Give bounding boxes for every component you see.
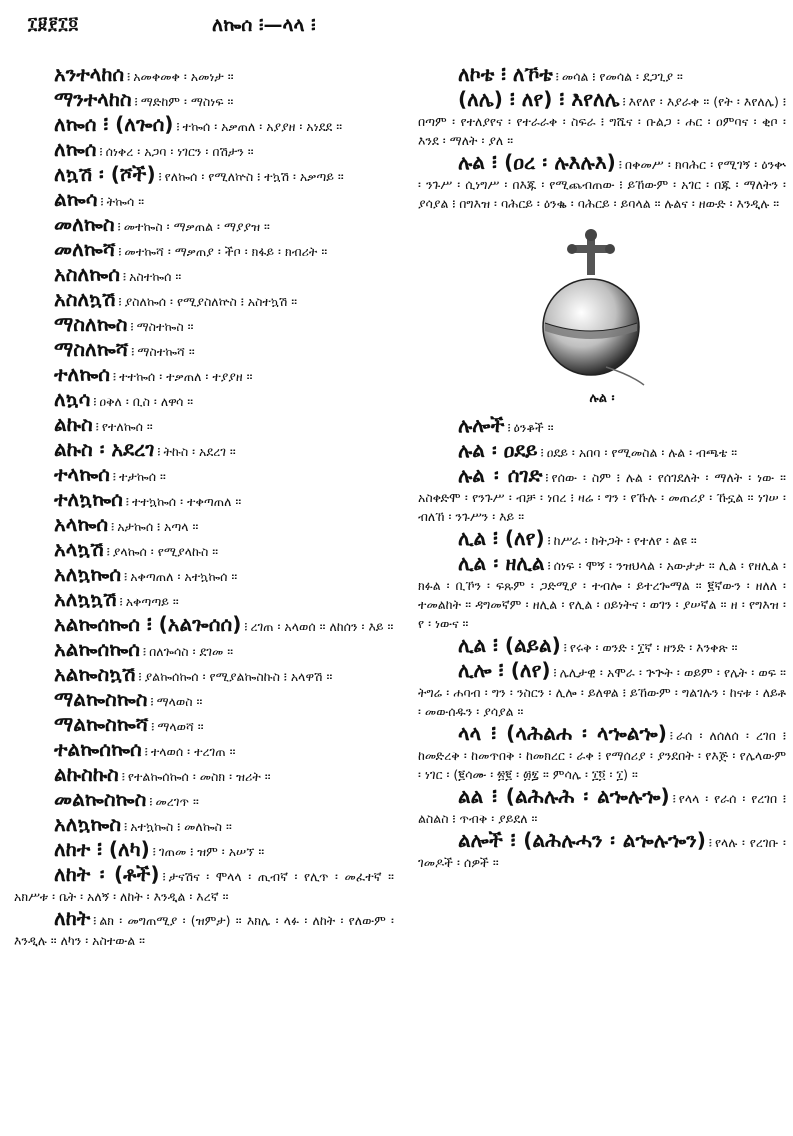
entry-separator: ፧ — [119, 595, 123, 610]
entry-definition: ትኩስ ፡ አደረገ ። — [163, 444, 236, 459]
entry-separator: ፧ — [507, 421, 511, 436]
entry-definition: አቀጣጣይ ። — [125, 594, 179, 609]
dictionary-entry — [418, 413, 786, 438]
dictionary-entry — [418, 551, 786, 633]
figure-orb — [418, 219, 786, 409]
entry-definition: ዐደይ ፡ አበባ ፡ የሚመስል ፡ ሉል ፡ ብጫቴ ። — [546, 445, 738, 460]
entry-headword: ለከት ፡ (ቶች) — [54, 862, 160, 886]
entry-definition: ማስተኰስ ። — [136, 319, 194, 334]
entry-separator: ፧ — [151, 720, 155, 735]
entry-headword: ሉል ፡ ዐደይ — [458, 438, 538, 462]
entry-headword: ተልኰሰኰሰ — [54, 737, 142, 761]
entry-separator: ፧ — [553, 666, 557, 681]
entry-definition: የሰው ፡ ስም ፧ ሉል ፡ የሰገደለት ፡ ማለት ፡ ነው ። አስቀድሞ ፡ የንጉሥ ፡ ብቻ ፡ ነበረ ፧ ዛሬ ፡ ግን ፡ የኹሉ ፡ መጠሪያ ፡ ኹኗል ። ነገሠ ፡ ብለኸ ፡ ንጉሥን ፡ እይ ። — [418, 470, 786, 524]
orb-with-cross-icon — [536, 227, 646, 387]
entry-headword: ለኳሽ ፡ (ሾች) — [54, 162, 156, 186]
entry-separator: ፧ — [176, 120, 180, 135]
entry-definition: ዕንቆች ። — [513, 420, 554, 435]
entry-definition: አስተኰሰ ። — [129, 269, 182, 284]
running-head: ለኰሰ ፧—ላላ ፧ — [212, 14, 316, 36]
dictionary-entry — [418, 150, 786, 213]
entry-separator: ፧ — [152, 845, 156, 860]
entry-definition: ተተኳኰሰ ፡ ተቀጣጠለ ። — [131, 494, 242, 509]
entry-separator: ፧ — [540, 446, 544, 461]
dictionary-entry — [14, 362, 394, 387]
entry-headword: ሉል ፡ ሰገድ — [458, 463, 543, 487]
entry-definition: የላላ ፡ የራሰ ፡ የረገበ ፧ ልስልስ ፧ ጥብቅ ፡ ያይደለ ። — [418, 791, 786, 826]
dictionary-entry — [14, 387, 394, 412]
entry-definition: መተኰሻ ፡ ማቃጠያ ፡ ችቦ ፡ ክፋይ ፡ ክብሪት ። — [124, 244, 328, 259]
entry-definition: ያስለኰሰ ፡ የሚያስለኵስ ፧ አስተኳሽ ። — [124, 294, 298, 309]
entry-separator: ፧ — [131, 345, 135, 360]
entry-separator: ፧ — [563, 641, 567, 656]
dictionary-entry — [418, 784, 786, 828]
entry-headword: አልኰሰኰሰ — [54, 637, 140, 661]
entry-definition: አመቀመቀ ፡ አመነታ ። — [133, 69, 234, 84]
entry-headword: ሊል ፧ (ልይል) — [458, 633, 561, 657]
entry-headword: (ለሌ) ፧ ለየ) ፧ እየለሌ — [458, 87, 620, 111]
entry-headword: መልኰስኰስ — [54, 787, 147, 811]
entry-definition: መረገጥ ። — [155, 794, 199, 809]
entry-headword: ማልኰስኰስ — [54, 687, 148, 711]
dictionary-entry — [14, 412, 394, 437]
dictionary-entry — [14, 237, 394, 262]
entry-separator: ፧ — [150, 695, 154, 710]
dictionary-entry — [14, 262, 394, 287]
entry-definition: ትኰሳ ። — [106, 194, 145, 209]
dictionary-entry — [418, 87, 786, 150]
entry-separator: ፧ — [93, 914, 97, 929]
entry-headword: ልሎች ፧ (ልሕሉሓን ፡ ልኈሉኈን) — [458, 828, 706, 852]
entry-headword: ልኩስ — [54, 412, 93, 436]
entry-headword: ልኩስ ፡ አደረገ — [54, 437, 155, 461]
entry-headword: ተላኰሰ — [54, 462, 110, 486]
entry-headword: ልኩስኩስ — [54, 762, 119, 786]
entry-definition: መተኰስ ፡ ማቃጠል ፡ ማያያዝ ። — [123, 219, 270, 234]
right-column — [418, 62, 786, 872]
entry-headword: አልኰስኳሽ — [54, 662, 136, 686]
entry-definition: ሰነቀረ ፡ አጋባ ፡ ነገርን ፡ በሽታን ። — [105, 144, 254, 159]
entry-headword: ልል ፧ (ልሕሉሕ ፡ ልኈሉኈ) — [458, 784, 670, 808]
entry-definition: ረገጠ ፡ አላወሰ ። ለከሰን ፡ እይ ። — [250, 619, 394, 634]
dictionary-entry — [14, 562, 394, 587]
entry-separator: ፧ — [618, 158, 622, 173]
entry-headword: ተለኰሰ — [54, 362, 111, 386]
entry-separator: ፧ — [130, 320, 134, 335]
dictionary-entry — [418, 633, 786, 658]
entry-separator: ፧ — [545, 471, 549, 486]
entry-definition: ማላወስ ። — [156, 694, 203, 709]
dictionary-entry — [14, 187, 394, 212]
dictionary-entry — [14, 906, 394, 950]
entry-definition: ዐቅለ ፡ ቢስ ፡ ለዋሳ ። — [99, 394, 194, 409]
entry-headword: ማንተላከስ — [54, 87, 132, 111]
entry-definition: የሩቅ ፡ ወንድ ፡ ፲ኛ ፡ ዘንድ ፡ እንቀጽ ። — [569, 640, 738, 655]
dictionary-entry — [14, 337, 394, 362]
entry-separator: ፧ — [149, 795, 153, 810]
entry-definition: ተታኰሰ ። — [119, 469, 166, 484]
dictionary-entry — [14, 312, 394, 337]
entry-definition: ያልኰሰኰሰ ፡ የሚያልኰስኩስ ፧ አላዋሽ ። — [144, 669, 333, 684]
entry-separator: ፧ — [124, 570, 128, 585]
dictionary-entry — [14, 462, 394, 487]
dictionary-entry — [14, 537, 394, 562]
figure-caption: ሉል ፡ — [589, 391, 615, 406]
entry-separator: ፧ — [157, 445, 161, 460]
entry-definition: መሳል ፧ የመሳል ፡ ደጋጊያ ። — [561, 69, 683, 84]
dictionary-entry — [14, 487, 394, 512]
entry-headword: ለኰሰ ፧ (ለጐሰ) — [54, 112, 174, 136]
entry-headword: ተለኳኰሰ — [54, 487, 123, 511]
entry-definition: ማላወሻ ። — [157, 719, 204, 734]
entry-definition: አተኳኰስ ፧ መለኰስ ። — [130, 819, 232, 834]
dictionary-entry — [418, 658, 786, 721]
right-column-top-entries — [418, 62, 786, 213]
entry-headword: ለኮቴ ፧ ለኾቴ — [458, 62, 553, 86]
entry-definition: የተለኰሰ ። — [101, 419, 153, 434]
entry-separator: ፧ — [99, 145, 103, 160]
entry-definition: የተልኰሰኰሰ ፡ መስክ ፡ ዝሪት ። — [127, 769, 271, 784]
entry-headword: አንተላከሰ — [54, 62, 125, 86]
entry-headword: ለኳሳ — [54, 387, 91, 411]
entry-definition: ገጠመ ፧ ዝም ፡ አሠኘ ። — [158, 844, 265, 859]
entry-separator: ፧ — [100, 195, 104, 210]
entry-definition: ተላወሰ ፡ ተረገጠ ። — [150, 744, 236, 759]
entry-separator: ፧ — [125, 495, 129, 510]
entry-headword: አላኰሰ — [54, 512, 109, 536]
entry-separator: ፧ — [106, 545, 110, 560]
dictionary-entry — [14, 512, 394, 537]
entry-definition: በለጐሳስ ፡ ደገመ ። — [149, 644, 234, 659]
entry-definition: አታኰሰ ፧ አጣላ ። — [117, 519, 199, 534]
entry-separator: ፧ — [143, 645, 147, 660]
entry-separator: ፧ — [122, 270, 127, 285]
dictionary-entry — [14, 812, 394, 837]
entry-definition: የለኰሰ ፡ የሚለኵስ ፧ ተኳሽ ፡ አቃጣይ ። — [164, 169, 344, 184]
dictionary-entry — [14, 712, 394, 737]
entry-headword: ላላ ፧ (ላሕልሐ ፡ ላኈልኈ) — [458, 721, 667, 745]
entry-separator: ፧ — [555, 70, 559, 85]
entry-separator: ፧ — [118, 245, 122, 260]
entry-separator: ፧ — [127, 70, 131, 85]
dictionary-entry — [14, 87, 394, 112]
entry-headword: አለኳኳሽ — [54, 587, 117, 611]
entry-definition: ልክ ፡ መግጠሚያ ፡ (ዝምታ) ። እክሌ ፡ ላፉ ፡ ለከት ፡ የለውም ፡ እንዲሉ ። ለካን ፡ አስተውል ። — [14, 913, 394, 948]
entry-definition: ራሰ ፡ ለሰለሰ ፡ ረገበ ፧ ከመድረቅ ፡ ከመጥበቅ ፡ ከመክረር ፡ ራቀ ፧ የማሰሪያ ፡ ያንደበት ፡ የእጅ ፡ የሌላውም ፡ ነገር ፡ (፪ሳሙ ፡ ፳፪ ፡ ፴፯ ። ምሳሌ ፡ ፲፬ ፡ ፲) ። — [418, 728, 786, 782]
right-column-bottom-entries — [418, 413, 786, 872]
entry-separator: ፧ — [622, 95, 626, 110]
entry-separator: ፧ — [244, 620, 248, 635]
dictionary-entry — [14, 862, 394, 906]
entry-headword: መለኰስ — [54, 212, 115, 236]
dictionary-entry — [14, 437, 394, 462]
entry-headword: ማልኰስኰሻ — [54, 712, 149, 736]
dictionary-entry — [14, 162, 394, 187]
page-header — [0, 14, 793, 38]
entry-separator: ፧ — [708, 836, 712, 851]
dictionary-entry — [418, 526, 786, 551]
entry-definition: የላሉ ፡ የረገቡ ፡ ገመዶች ፡ ሰዎች ። — [418, 835, 786, 870]
dictionary-entry — [418, 438, 786, 463]
entry-headword: ማስለኰሻ — [54, 337, 129, 361]
dictionary-entry — [14, 637, 394, 662]
dictionary-entry — [14, 687, 394, 712]
entry-definition: አቀጣጠለ ፡ አተኳኰሰ ። — [130, 569, 238, 584]
entry-headword: ልኰሳ — [54, 187, 98, 211]
entry-definition: ታናሽና ፡ ሞላላ ፡ ጢብኛ ፡ የሊጥ ፡ መፈተኛ ። አክሥቱ ፡ ቤት ፡ አለኝ ፡ ለከት ፡ እንዲል ፡ እረኛ ። — [14, 869, 394, 904]
dictionary-entry — [14, 737, 394, 762]
entry-definition: ከሥራ ፡ ከትጋት ፡ የተለየ ፡ ልዩ ። — [553, 533, 697, 548]
entry-headword: ሊል ፧ (ለየ) — [458, 526, 545, 550]
entry-separator: ፧ — [672, 792, 676, 807]
entry-definition: ተተኰሰ ፡ ተቃጠለ ፡ ተያያዘ ። — [119, 369, 253, 384]
entry-definition: ሰነፍ ፡ ሞኝ ፡ ንዝህላል ፡ አውታታ ። ሊል ፡ የዘሊል ፡ ክፉል ፡ ቢኾን ፡ ፍጹም ፡ ጋድሚያ ፡ ተብሎ ፡ ይተረጐማል ። ፪ኛውን ፡ ዘለለ ፡ ተመልከት ። ዳግመኛም ፡ ዘሊል ፡ የሊል ፡ ዐይነትና ፡ ወገን ፡ ያሠኛል ። ዘ ፡ የግእዝ ፡ የ ፡ ነውና ። — [418, 558, 786, 631]
page-number: ፲፱፻፲፬ — [28, 14, 79, 34]
entry-definition: ማድከም ፡ ማስነፍ ። — [140, 94, 234, 109]
entry-headword: ማስለኰስ — [54, 312, 128, 336]
entry-headword: ለኰሰ — [54, 137, 97, 161]
entry-separator: ፧ — [111, 520, 115, 535]
dictionary-entry — [14, 587, 394, 612]
dictionary-entry — [14, 837, 394, 862]
dictionary-entry — [14, 287, 394, 312]
dictionary-entry — [418, 463, 786, 526]
entry-definition: ያላኰሰ ፡ የሚያላኩስ ። — [112, 544, 219, 559]
entry-separator: ፧ — [547, 534, 551, 549]
entry-separator: ፧ — [162, 870, 166, 885]
entry-separator: ፧ — [134, 95, 138, 110]
entry-headword: አስለኰሰ — [54, 262, 120, 286]
entry-headword: ሉል ፧ (ዐረ ፡ ሉእሉእ) — [458, 150, 616, 174]
entry-separator: ፧ — [113, 370, 117, 385]
entry-separator: ፧ — [117, 220, 121, 235]
entry-separator: ፧ — [669, 729, 673, 744]
entry-headword: አስለኳሽ — [54, 287, 116, 311]
entry-headword: ለከተ ፧ (ለካ) — [54, 837, 150, 861]
dictionary-entry — [14, 662, 394, 687]
dictionary-entry — [418, 721, 786, 784]
entry-separator: ፧ — [121, 770, 125, 785]
entry-separator: ፧ — [112, 470, 116, 485]
entry-headword: ሉሎች — [458, 413, 505, 437]
entry-headword: አልኰሰኰሰ ፧ (አልጐሰሰ) — [54, 612, 242, 636]
entry-definition: ተኰሰ ፡ አቃጠለ ፡ አያያዘ ፡ አነደደ ። — [182, 119, 343, 134]
entry-separator: ፧ — [138, 670, 142, 685]
dictionary-entry — [14, 137, 394, 162]
entry-headword: መለኰሻ — [54, 237, 116, 261]
entry-headword: አላኳሽ — [54, 537, 104, 561]
dictionary-entry — [14, 212, 394, 237]
dictionary-entry — [14, 762, 394, 787]
entry-headword: ሊሎ ፧ (ለየ) — [458, 658, 551, 682]
entry-separator: ፧ — [158, 170, 162, 185]
entry-headword: አለኳኰሰ — [54, 562, 122, 586]
entry-separator: ፧ — [118, 295, 122, 310]
entry-separator: ፧ — [547, 559, 551, 574]
entry-separator: ፧ — [124, 820, 128, 835]
dictionary-entry — [14, 62, 394, 87]
entry-headword: ሊል ፡ ዘሊል — [458, 551, 545, 575]
entry-definition: በቀመሥ ፡ ክባሕር ፡ የሚገኝ ፡ ዕንቍ ፡ ንጉሥ ፡ ሲነግሥ ፡ በእጁ ፡ የሚጨብጠው ፧ ይኸውም ፡ አገር ፡ በጁ ፡ ማለትን ፡ ያሳያል ፧ በግእዝ ፡ ባሕርይ ፡ ዕንቈ ፡ ባሕርይ ፡ ይባላል ። ሉልና ፡ ዘውድ ፡ እንዲሉ ። — [418, 157, 786, 211]
entry-separator: ፧ — [144, 745, 148, 760]
entry-separator: ፧ — [93, 395, 97, 410]
dictionary-entry — [418, 828, 786, 872]
entry-headword: አለኳኰስ — [54, 812, 122, 836]
dictionary-entry — [14, 112, 394, 137]
entry-headword: ለከት — [54, 906, 91, 930]
dictionary-entry — [14, 612, 394, 637]
entry-definition: እየለየ ፡ እያራቀ ። (የት ፡ እየለሌ) ፧ በጣም ፡ የተለያየና ፡ የተራራቀ ፡ ስፍራ ፧ ግሼና ፡ ቡልጋ ፡ ሐር ፡ ዐምባና ፡ ቂቦ ፡ እንደ ፡ ማለት ፡ ያለ ። — [418, 94, 786, 148]
left-column — [14, 62, 394, 950]
dictionary-entry — [14, 787, 394, 812]
entry-definition: ሌሊታዊ ፡ አሞራ ፡ ጕጕት ፡ ወይም ፡ የሌት ፡ ወፍ ። ትግሬ ፡ ሐባብ ፡ ግን ፡ ንስርን ፡ ሊሎ ፡ ይለዋል ፧ ይኸውም ፡ ግልገሉን ፡ ከናቱ ፡ ለይቶ ፡ መውሰዱን ፡ ያሳያል ። — [418, 665, 786, 719]
entry-definition: ማስተኰሻ ። — [137, 344, 195, 359]
entry-separator: ፧ — [95, 420, 99, 435]
dictionary-entry — [418, 62, 786, 87]
